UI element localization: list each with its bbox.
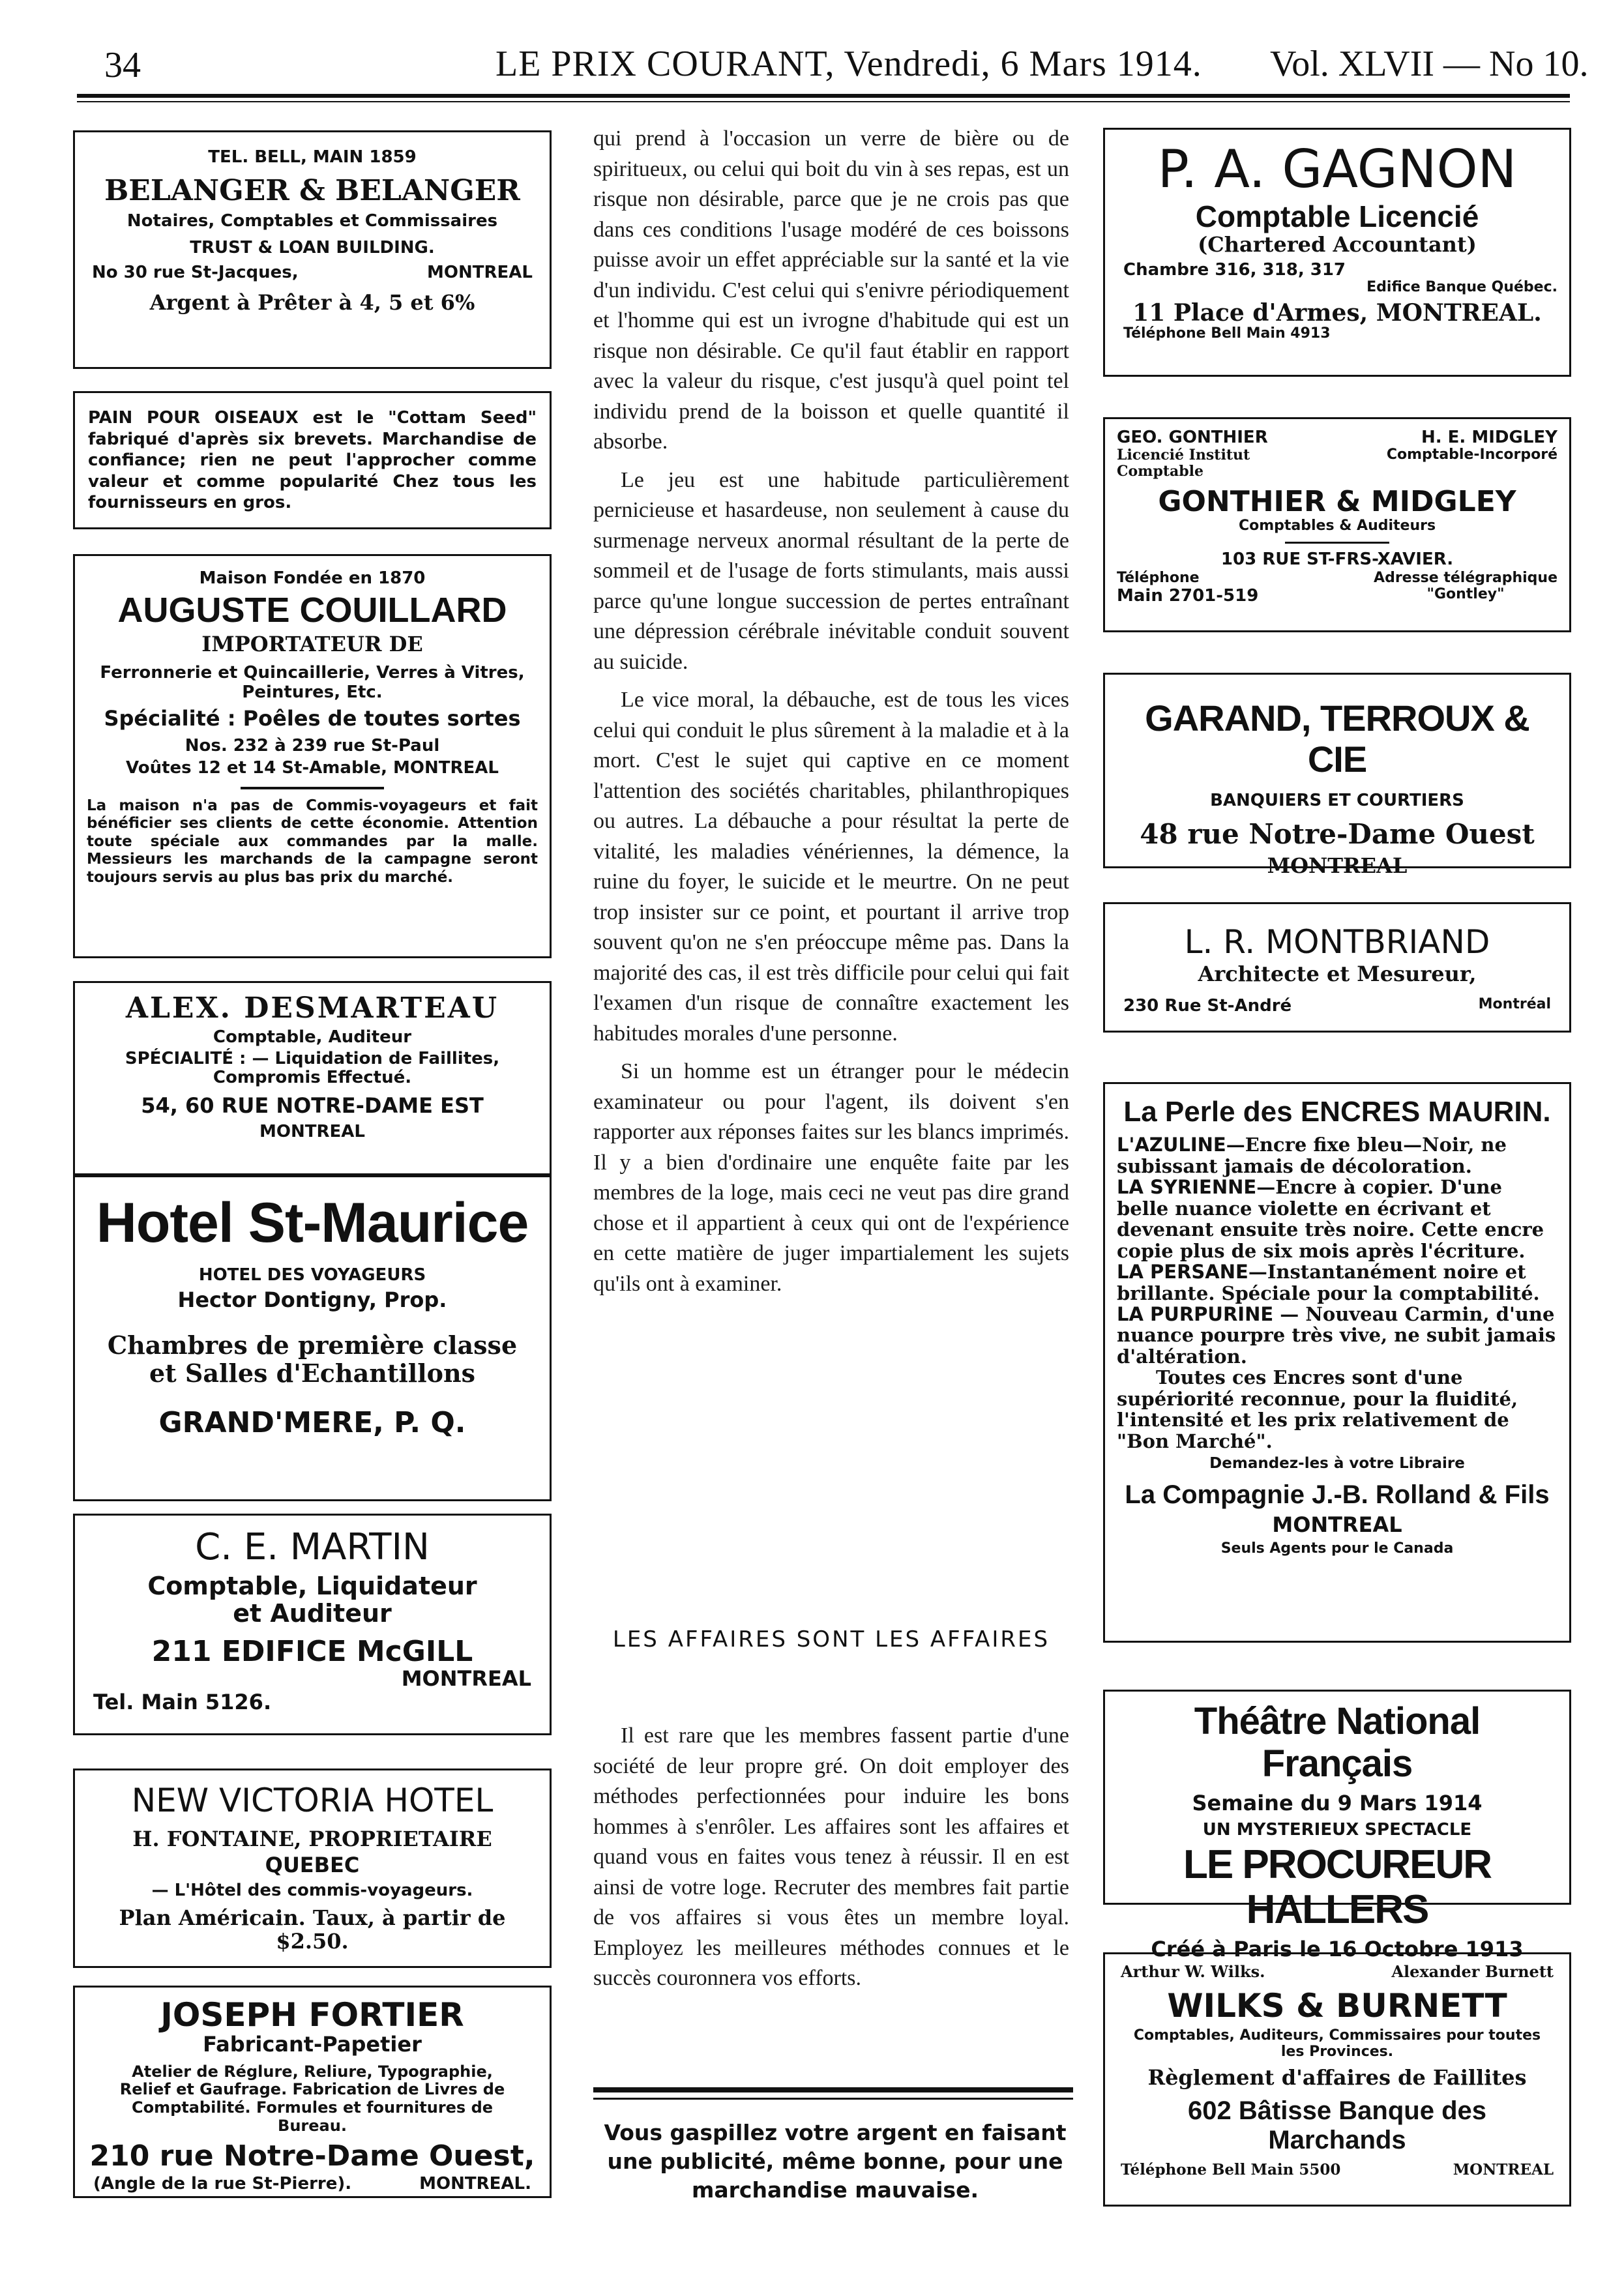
ad-maurin-item-name: LA SYRIENNE xyxy=(1117,1176,1257,1199)
ad-couillard-speciality: Spécialité : Poêles de toutes sortes xyxy=(104,705,521,731)
ad-gonthier-firm: GONTHIER & MIDGLEY xyxy=(1158,485,1516,519)
ad-maurin-item xyxy=(1117,1177,1558,1261)
ad-couillard-name: AUGUSTE COUILLARD xyxy=(117,591,507,630)
ad-gonthier-address: 103 RUE ST-FRS-XAVIER. xyxy=(1220,550,1454,570)
ad-gagnon-name: P. A. GAGNON xyxy=(1157,139,1517,199)
ad-martin-city: MONTREAL xyxy=(401,1666,531,1692)
ad-maurin-item-name: LA PERSANE xyxy=(1117,1261,1248,1284)
ad-new-victoria-hotel xyxy=(73,1769,552,1968)
article-paragraph: Le jeu est une habitude particulièrement pernicieuse et hasardeuse, non seulement à cause du surmenage nerveux anormal résultant de la perte de sommeil et de l'usage de forts stimulants, mais aussi parce qu'une longue succession de pertes entraînant une dépression cérébrale inévitable conduit souvent au suicide. xyxy=(593,467,1069,674)
ad-belanger-tel: TEL. BELL, MAIN 1859 xyxy=(208,147,417,167)
ad-garand-terroux xyxy=(1103,673,1571,878)
ad-belanger-city: MONTREAL xyxy=(427,262,533,282)
ad-garand-city: MONTREAL xyxy=(1267,853,1408,878)
ad-gonthier-right-role: Comptable-Incorporé xyxy=(1386,447,1558,463)
ad-desmarteau-city: MONTREAL xyxy=(259,1122,365,1142)
header-rule xyxy=(77,94,1570,98)
ad-wilks-role: Comptables, Auditeurs, Commissaires pour toutes les Provinces. xyxy=(1133,2027,1541,2060)
volume-number: Vol. XLVII — No 10. xyxy=(1270,44,1589,84)
ad-gagnon-rooms: Chambre 316, 318, 317 xyxy=(1123,259,1346,280)
article-column xyxy=(593,124,1069,1307)
ad-new-victoria-tagline: — L'Hôtel des commis-voyageurs. xyxy=(151,1880,473,1900)
ad-maurin-title: La Perle des ENCRES MAURIN. xyxy=(1123,1096,1551,1128)
page-number: 34 xyxy=(104,45,141,85)
ad-hotel-st-maurice xyxy=(73,1175,552,1501)
ad-belanger-address: No 30 rue St-Jacques, xyxy=(92,262,299,282)
ad-new-victoria-owner: H. FONTAINE, PROPRIETAIRE xyxy=(132,1827,492,1851)
ad-belanger-line2: TRUST & LOAN BUILDING. xyxy=(190,238,435,258)
ad-encres-maurin xyxy=(1103,1082,1571,1643)
ad-gonthier-firm-role: Comptables & Auditeurs xyxy=(1238,517,1436,534)
ad-theatre-play: LE PROCUREUR HALLERS xyxy=(1183,1842,1492,1933)
ad-maurin-item xyxy=(1117,1261,1558,1304)
ad-hotel-st-maurice-rooms: Chambres de première classe et Salles d'Echantillons xyxy=(107,1330,518,1388)
ad-couillard-address1: Nos. 232 à 239 rue St-Paul xyxy=(185,736,440,756)
ad-wilks-burnett xyxy=(1103,1952,1571,2207)
ad-fortier-role: Fabricant-Papetier xyxy=(203,2032,422,2057)
ad-maurin-city: MONTREAL xyxy=(1272,1512,1402,1537)
ad-garand-address: 48 rue Notre-Dame Ouest xyxy=(1140,817,1535,850)
section-title: LES AFFAIRES SONT LES AFFAIRES xyxy=(612,1626,1050,1652)
bottom-rule-thin xyxy=(593,2098,1073,2100)
ad-gonthier-midgley xyxy=(1103,417,1571,632)
ad-fortier-desc: Atelier de Réglure, Reliure, Typographie, Relief et Gaufrage. Fabrication de Livres de Comptabilité. Formules et fournitures de Bureau. xyxy=(119,2062,505,2135)
ad-desmarteau-role: Comptable, Auditeur xyxy=(213,1027,412,1048)
ad-fortier-city: MONTREAL. xyxy=(419,2174,531,2194)
ad-gonthier-telegraph-label: Adresse télégraphique xyxy=(1374,570,1558,587)
ad-garand-name: GARAND, TERROUX & CIE xyxy=(1145,697,1529,780)
ad-belanger-name: BELANGER & BELANGER xyxy=(104,174,520,208)
ad-maurin-item xyxy=(1117,1304,1558,1367)
ad-maurin-closing: Toutes ces Encres sont d'une supériorité reconnue, pour la fluidité, l'intensité et les prix relativement de "Bon Marché". xyxy=(1117,1366,1518,1452)
ad-gagnon-building: Edifice Banque Québec. xyxy=(1366,279,1558,296)
ad-belanger-loan: Argent à Prêter à 4, 5 et 6% xyxy=(149,289,475,315)
article-paragraph: Si un homme est un étranger pour le médecin examinateur ou pour l'agent, ils doivent s'en rapporter aux réponses faites sur les blancs imprimés. Il y a bien d'ordinaire une enquête faite par les membres de la loge, mais ceci ne veut pas dire grand chose et il appartient à ceux qui ont de l'expérience en cette matière de juger impartialement les sujets qu'ils ont à examiner. xyxy=(593,1059,1069,1296)
publication-title: LE PRIX COURANT, Vendredi, 6 Mars 1914. xyxy=(495,44,1202,84)
ad-maurin-item-text: —Encre à copier. D'une belle nuance violette en écrivant et devenant ensuite très noire. Cette encre copie plus de six mois après l'écriture. xyxy=(1117,1176,1544,1262)
ad-pain-oiseaux xyxy=(73,391,552,529)
bottom-note: Vous gaspillez votre argent en faisant une publicité, même bonne, pour une marchandise mauvaise. xyxy=(604,2120,1067,2203)
ad-wilks-tel: Téléphone Bell Main 5500 xyxy=(1121,2160,1341,2179)
ad-gonthier-tel: Main 2701-519 xyxy=(1117,585,1259,606)
ad-desmarteau xyxy=(73,981,552,1175)
ad-couillard-note: La maison n'a pas de Commis-voyageurs et fait bénéficier ses clients de cette économie. Attention toute spéciale aux commandes par la malle. Messieurs les marchands de la campagne seront toujours servis au plus bas prix du marché. xyxy=(87,797,538,887)
header-rule-thin xyxy=(77,101,1570,102)
ad-wilks-left-name: Arthur W. Wilks. xyxy=(1121,1962,1265,1981)
ad-martin xyxy=(73,1514,552,1735)
ad-couillard-role: IMPORTATEUR DE xyxy=(201,631,423,656)
ad-gonthier-left-role: Licencié Institut Comptable xyxy=(1117,447,1250,480)
ad-gonthier-left-name: GEO. GONTHIER xyxy=(1117,428,1268,447)
ad-couillard-founded: Maison Fondée en 1870 xyxy=(199,568,426,588)
ad-theatre-national xyxy=(1103,1690,1571,1961)
ad-gonthier-telegraph: "Gontley" xyxy=(1426,585,1505,602)
ad-montbriand-city: Montréal xyxy=(1478,995,1551,1012)
ad-maurin-agents: Seuls Agents pour le Canada xyxy=(1220,1540,1454,1557)
ad-martin-name: C. E. MARTIN xyxy=(195,1526,430,1568)
ad-gagnon-tel: Téléphone Bell Main 4913 xyxy=(1123,325,1331,342)
ad-wilks-city: MONTREAL xyxy=(1453,2160,1554,2179)
ad-martin-role1: Comptable, Liquidateur xyxy=(147,1571,477,1600)
ad-couillard-divider xyxy=(241,787,384,789)
ad-garand-role: BANQUIERS ET COURTIERS xyxy=(1210,791,1464,811)
ad-maurin-ask: Demandez-les à votre Libraire xyxy=(1209,1455,1465,1473)
ad-wilks-right-name: Alexander Burnett xyxy=(1391,1962,1554,1981)
ad-joseph-fortier xyxy=(73,1986,552,2198)
ad-belanger xyxy=(73,130,552,369)
ad-maurin-company: La Compagnie J.-B. Rolland & Fils xyxy=(1125,1480,1550,1510)
section-column xyxy=(593,1721,1069,2002)
ad-desmarteau-address: 54, 60 RUE NOTRE-DAME EST xyxy=(141,1093,484,1118)
ad-maurin-item-name: LA PURPURINE xyxy=(1117,1303,1274,1326)
ad-desmarteau-speciality: SPÉCIALITÉ : — Liquidation de Faillites, Compromis Effectué. xyxy=(125,1049,500,1088)
ad-hotel-st-maurice-prop: Hector Dontigny, Prop. xyxy=(177,1287,447,1313)
ad-hotel-st-maurice-name: Hotel St-Maurice xyxy=(96,1192,529,1254)
ad-martin-tel: Tel. Main 5126. xyxy=(93,1689,272,1714)
ad-fortier-name: JOSEPH FORTIER xyxy=(160,1996,464,2034)
ad-gagnon-address: 11 Place d'Armes, MONTREAL. xyxy=(1132,299,1542,327)
ad-maurin-item-name: L'AZULINE xyxy=(1117,1134,1226,1156)
ad-new-victoria-name: NEW VICTORIA HOTEL xyxy=(131,1782,494,1819)
ad-maurin-item-text: — Nouveau Carmin, d'une nuance pourpre très vive, ne subit jamais d'altération. xyxy=(1117,1303,1556,1368)
ad-gonthier-right-name: H. E. MIDGLEY xyxy=(1421,428,1558,447)
ad-belanger-line1: Notaires, Comptables et Commissaires xyxy=(126,211,498,231)
ad-fortier-corner: (Angle de la rue St-Pierre). xyxy=(93,2174,352,2194)
section-paragraph: Il est rare que les membres fassent partie d'une société de leur propre gré. On doit employer des méthodes perfectionnées pour induire les bons hommes à s'enrôler. Les affaires sont les affaires et quand vous en faites vous tenez à réussir. Il en est ainsi de votre loge. Recruter des membres fait partie de vos affaires si vous êtes un membre loyal. Employez les meilleures méthodes connues et le succès couronnera vos efforts. xyxy=(593,1724,1069,1990)
ad-martin-address: 211 EDIFICE McGILL xyxy=(151,1634,473,1668)
ad-gagnon xyxy=(1103,128,1571,377)
bottom-rule xyxy=(593,2087,1073,2092)
ad-new-victoria-city: QUEBEC xyxy=(265,1852,360,1877)
ad-maurin-item xyxy=(1117,1134,1558,1177)
ad-couillard-address2: Voûtes 12 et 14 St-Amable, MONTREAL xyxy=(126,757,499,778)
article-paragraph: Le vice moral, la débauche, est de tous les vices celui qui conduit le plus sûrement à la maladie et à la mort. C'est le sujet qui captive en ce moment l'attention des sociétés charitables, philanthropiques ou autres. La débauche a pour résultat la perte de vitalité, les maladies vénériennes, la démence, la ruine du foyer, le suicide et le meurtre. On ne peut trop insister sur ce point, et pourtant il arrive trop souvent qu'on ne s'en préoccupe même pas. Dans la majorité des cas, il est très difficile pour celui qui fait l'examen d'un risque de connaître exactement les habitudes morales d'une personne. xyxy=(593,688,1069,1046)
ad-gonthier-divider xyxy=(1285,542,1389,544)
ad-gagnon-role: Comptable Licencié xyxy=(1195,199,1479,233)
ad-pain-oiseaux-text: PAIN POUR OISEAUX est le "Cottam Seed" fabriqué d'après six brevets. Marchandise de confiance; rien ne peut l'approcher comme valeur et comme popularité Chez tous les fournisseurs en gros. xyxy=(88,408,537,512)
ad-gonthier-tel-label: Téléphone xyxy=(1117,570,1200,587)
ad-montbriand-name: L. R. MONTBRIAND xyxy=(1184,923,1490,961)
ad-desmarteau-name: ALEX. DESMARTEAU xyxy=(125,991,499,1025)
ad-theatre-week: Semaine du 9 Mars 1914 xyxy=(1192,1790,1483,1815)
ad-couillard xyxy=(73,554,552,958)
ad-couillard-goods: Ferronnerie et Quincaillerie, Verres à Vitres, Peintures, Etc. xyxy=(100,663,525,702)
ad-fortier-address: 210 rue Notre-Dame Ouest, xyxy=(89,2139,535,2173)
ad-maurin-item-text: —Encre fixe bleu—Noir, ne subissant jamais de décoloration. xyxy=(1117,1134,1507,1177)
ad-montbriand-address: 230 Rue St-André xyxy=(1123,995,1292,1016)
ad-montbriand xyxy=(1103,902,1571,1033)
ad-maurin-item-text: —Instantanément noire et brillante. Spéciale pour la comptabilité. xyxy=(1117,1261,1540,1304)
ad-wilks-service: Règlement d'affaires de Faillites xyxy=(1147,2065,1527,2091)
ad-gagnon-role-en: (Chartered Accountant) xyxy=(1198,232,1477,257)
ad-hotel-st-maurice-city: GRAND'MERE, P. Q. xyxy=(158,1406,466,1440)
ad-wilks-address: 602 Bâtisse Banque des Marchands xyxy=(1188,2096,1486,2154)
ad-martin-role2: et Auditeur xyxy=(233,1599,392,1628)
ad-wilks-firm: WILKS & BURNETT xyxy=(1167,1986,1507,2025)
ad-theatre-sub: UN MYSTERIEUX SPECTACLE xyxy=(1202,1819,1472,1840)
ad-new-victoria-rate: Plan Américain. Taux, à partir de $2.50. xyxy=(119,1905,506,1954)
ad-theatre-name: Théâtre National Français xyxy=(1194,1700,1481,1785)
ad-hotel-st-maurice-sub: HOTEL DES VOYAGEURS xyxy=(198,1265,426,1285)
ad-theatre-created: Créé à Paris le 16 Octobre 1913 xyxy=(1151,1936,1524,1961)
ad-montbriand-role: Architecte et Mesureur, xyxy=(1198,961,1477,986)
article-paragraph: qui prend à l'occasion un verre de bière ou de spiritueux, ou celui qui boit du vin à ses repas, est un risque non désirable, parce que je ne crois pas que dans ces conditions l'usage modéré de ces boissons puisse avoir un effet appréciable sur la santé et la vie d'un individu. C'est celui qui s'enivre périodiquement et l'homme qui est un ivrogne d'habitude qui est un risque non désirable. Ce qu'il faut établir en rapport avec la valeur du risque, c'est jusqu'à quel point tel individu prend de la boisson et quelle quantité il absorbe. xyxy=(593,126,1069,454)
